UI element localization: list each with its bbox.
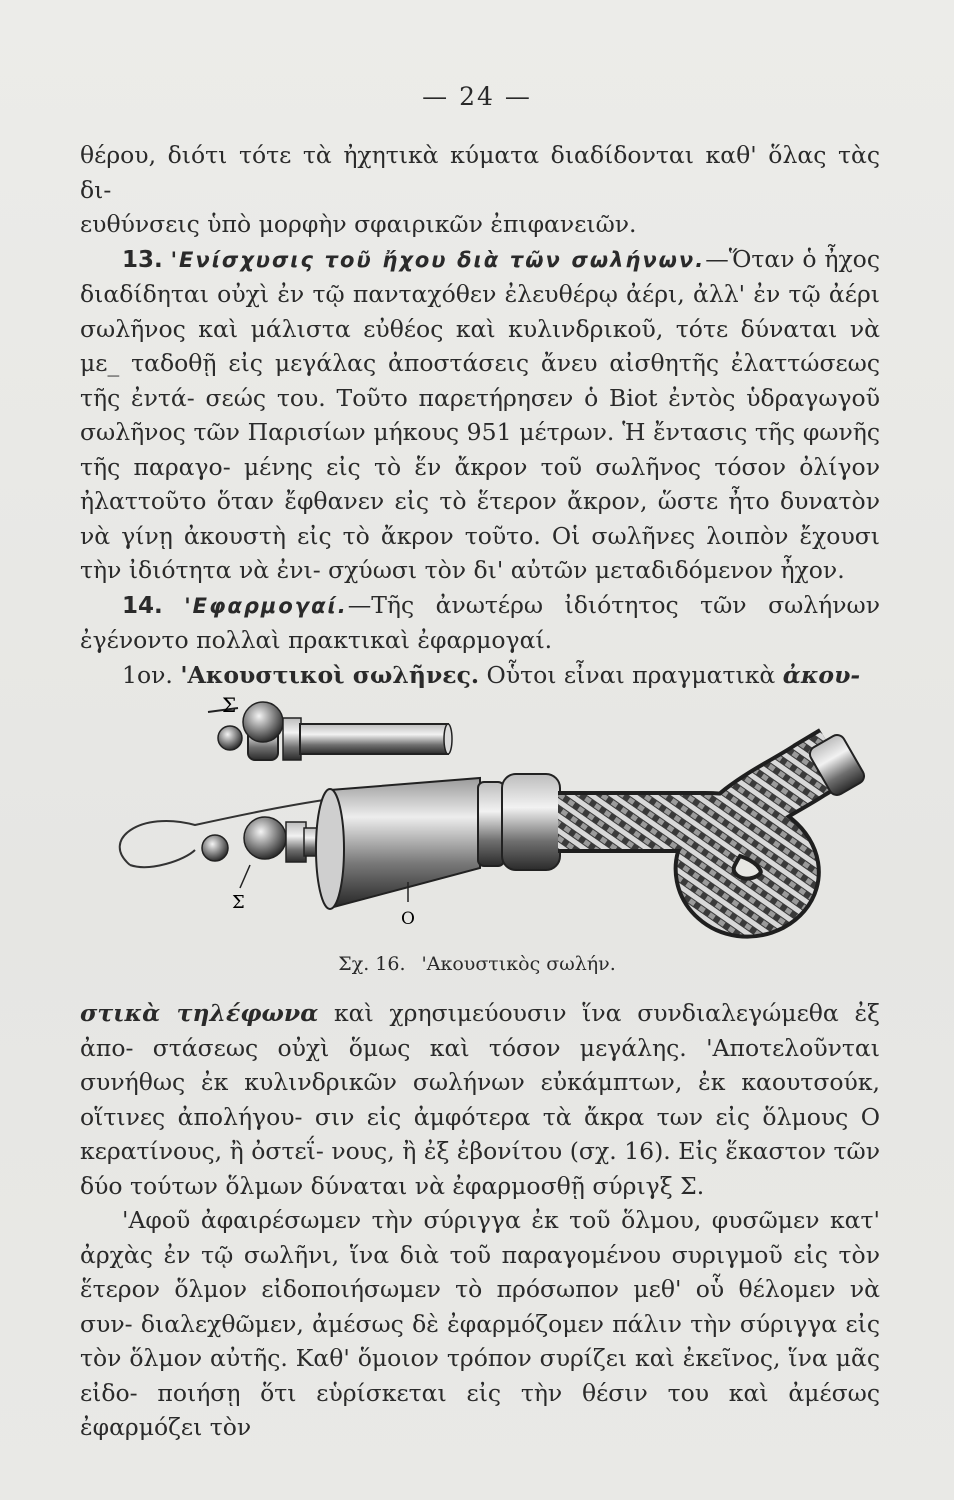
bottom-text-block <box>80 996 880 1445</box>
label-sigma: Σ <box>232 892 245 913</box>
section-13-text: —Ὅταν ὁ ἦχος διαδίδηται οὐχὶ ἐν τῷ πανταχόθεν ἐλευθέρῳ ἀέρι, ἀλλ' ἐν τῷ ἀέρι σωλῆνος καὶ μάλιστα εὐθέος καὶ κυλινδρικοῦ, τότε δύναται νὰ με_ ταδοθῇ εἰς μεγάλας ἀποστάσεις ἄνευ αἰσθητῆς ἐλαττώσεως τῆς ἐντά- σεώς του. Τοῦτο παρετήρησεν ὁ Biot ἐντὸς ὑδραγωγοῦ σωλῆνος τῶν Παρισίων μήκους 951 μέτρων. Ἡ ἔντασις τῆς φωνῆς τῆς παραγο- μένης εἰς τὸ ἕν ἄκρον τοῦ σωλῆνος τόσον ὀλίγον ἠλαττοῦτο ὅταν ἔφθανεν εἰς τὸ ἕτερον ἄκρον, ὥστε ἦτο δυνατὸν νὰ γίνῃ ἀκουστὴ εἰς τὸ ἄκρον τοῦτο. Οἱ σωλῆνες λοιπὸν ἔχουσι τὴν ἰδιότητα νὰ ἐνι- σχύωσι τὸν δι' αὐτῶν μεταδιδόμενον ἦχον. <box>80 244 880 584</box>
bell-mouthpiece <box>316 774 560 929</box>
acoustic-phones-text: καὶ χρησιμεύουσιν ἵνα συνδιαλεγώμεθα ἐξ ἀπο- στάσεως οὐχὶ ὅμως καὶ τόσον μεγάλης. 'Αποτελοῦνται συνήθως ἐκ κυλινδρικῶν σωλήνων εὐκάμπτων, ἐκ καουτσούκ, οἵτινες ἀπολήγου- σιν εἰς ἀμφότερα τὰ ἄκρα των εἰς ὅλμους Ο κερατίνους, ἢ ὀστεΐ- νους, ἢ ἐξ ἐβονίτου (σχ. 16). Εἰς ἕκαστον τῶν δύο τούτων ὅλμων δύναται νὰ ἐφαρμοσθῇ σύριγξ Σ. <box>80 999 880 1200</box>
section-14-paragraph <box>80 588 880 658</box>
figure-caption <box>0 953 954 975</box>
whistle-bottom <box>202 817 334 913</box>
item-1-paragraph <box>80 658 880 693</box>
item-1-number: 1ον. <box>122 660 173 689</box>
top-text-block <box>80 138 880 692</box>
section-14-number: 14. <box>122 592 163 619</box>
item-1-text: Οὗτοι εἶναι πραγματικὰ <box>486 660 776 689</box>
braided-tube <box>558 732 867 908</box>
section-14-title: 'Εφαρμογαί. <box>184 593 348 618</box>
item-1-title: 'Ακουστικοὶ σωλῆνες. <box>180 660 480 689</box>
paragraph-usage: 'Αφοῦ ἀφαιρέσωμεν τὴν σύριγγα ἐκ τοῦ ὅλμου, φυσῶμεν κατ' ἀρχὰς ἐν τῷ σωλῆνι, ἵνα διὰ τοῦ παραγομένου συριγμοῦ εἰς τὸν ἕτερον ὅλμον εἰδοποιήσωμεν τὸ πρόσωπον μεθ' οὗ θέλομεν νὰ συν- διαλεχθῶμεν, ἀμέσως δὲ ἐφαρμόζομεν πάλιν τὴν σύριγγα εἰς τὸν ὅλμον αὐτῆς. Καθ' ὅμοιον τρόπον συρίζει καὶ ἐκεῖνος, ἵνα μᾶς εἰδο- ποιήσῃ ὅτι εὑρίσκεται εἰς τὴν θέσιν του καὶ ἀμέσως ἐφαρμόζει τὸν <box>80 1206 880 1441</box>
continued-line: θέρου, διότι τότε τὰ ἠχητικὰ κύματα διαδίδονται καθ' ὅλας τὰς δι- <box>80 141 880 204</box>
whistle-top <box>208 693 452 760</box>
acoustic-tube-figure <box>90 690 870 945</box>
label-omicron: Ο <box>401 909 415 929</box>
section-13-number: 13. <box>122 246 163 273</box>
label-sigma-top: Σ <box>222 693 237 717</box>
paragraph-acoustic-phones <box>80 996 880 1203</box>
item-1-word-break: ἀκου- <box>782 660 861 689</box>
continued-line-end: ευθύνσεις ὑπὸ μορφὴν σφαιρικῶν ἐπιφανειῶν. <box>80 210 637 238</box>
section-13-paragraph <box>80 242 880 588</box>
figure-title: 'Ακουστικὸς σωλήν. <box>421 953 616 975</box>
acoustic-phones-term: στικὰ τηλέφωνα <box>80 999 319 1027</box>
section-13-title: 'Ενίσχυσις τοῦ ἤχου διὰ τῶν σωλήνων. <box>170 247 706 272</box>
page-number: — 24 — <box>422 82 532 111</box>
section-14-text: —Τῆς ἀνωτέρω ἰδιότητος τῶν σωλήνων ἐγένοντο πολλαὶ πρακτικαὶ ἐφαρμογαί. <box>80 590 880 654</box>
figure-label: Σχ. 16. <box>338 953 406 975</box>
